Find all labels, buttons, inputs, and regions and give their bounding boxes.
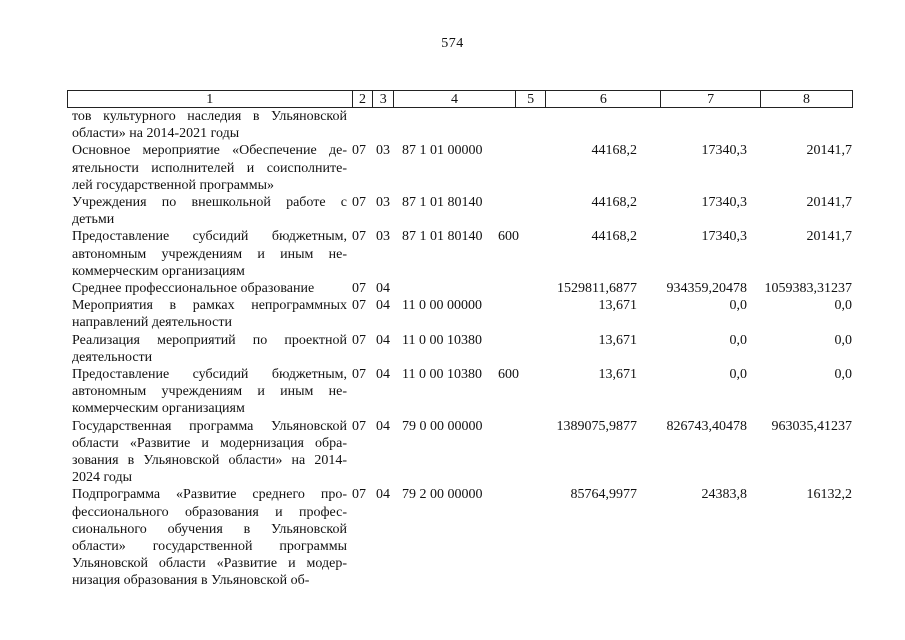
description-line: Предоставление субсидий бюджетным, <box>72 229 347 245</box>
amount-col-8: 963035,41237 <box>771 418 852 434</box>
amount-col-6: 13,671 <box>598 298 637 314</box>
amount-col-6: 44168,2 <box>591 229 637 245</box>
description-line: Среднее профессиональное образование <box>72 280 315 296</box>
description-line: коммерческим организациям <box>72 401 245 417</box>
amount-col-7: 826743,40478 <box>666 418 747 434</box>
amount-col-7: 0,0 <box>729 366 747 382</box>
description-line: ятельности исполнителей и соисполните- <box>72 160 347 176</box>
target-article: 79 0 00 00000 <box>402 418 483 434</box>
row-description <box>72 194 347 228</box>
table-row <box>0 486 905 589</box>
amount-col-8: 0,0 <box>834 298 852 314</box>
description-line: лей государственной программы» <box>72 177 275 193</box>
target-article: 87 1 01 00000 <box>402 143 483 159</box>
row-description <box>72 418 347 487</box>
description-line: фессионального образования и профес- <box>72 504 347 520</box>
description-line: зования в Ульяновской области» на 2014- <box>72 452 347 468</box>
amount-col-7: 17340,3 <box>701 143 747 159</box>
section-code: 07 <box>352 229 366 245</box>
target-article: 79 2 00 00000 <box>402 487 483 503</box>
header-col-2: 2 <box>352 91 373 108</box>
subsection-code: 04 <box>376 280 390 296</box>
header-col-6: 6 <box>546 91 661 108</box>
description-line: области» государственной программы <box>72 538 347 554</box>
amount-col-6: 13,671 <box>598 332 637 348</box>
description-line: тов культурного наследия в Ульяновской <box>72 109 347 124</box>
description-line: Предоставление субсидий бюджетным, <box>72 366 347 382</box>
row-description <box>72 297 347 331</box>
description-line: автономным учреждениям и иным не- <box>72 246 347 262</box>
table-row <box>0 142 905 194</box>
amount-col-7: 0,0 <box>729 332 747 348</box>
page-number: 574 <box>441 36 464 51</box>
amount-col-6: 1389075,9877 <box>556 418 637 434</box>
table-row <box>0 108 905 142</box>
amount-col-6: 85764,9977 <box>570 487 637 503</box>
header-col-1: 1 <box>68 91 353 108</box>
description-line: автономным учреждениям и иным не- <box>72 384 347 400</box>
row-description <box>72 486 347 589</box>
amount-col-8: 1059383,31237 <box>764 280 852 296</box>
expense-type: 600 <box>498 229 519 245</box>
description-line: области» на 2014-2021 годы <box>72 126 240 142</box>
target-article: 11 0 00 10380 <box>402 366 482 382</box>
table-row <box>0 194 905 228</box>
amount-col-7: 17340,3 <box>701 194 747 210</box>
subsection-code: 04 <box>376 298 390 314</box>
table-row <box>0 332 905 366</box>
target-article: 11 0 00 10380 <box>402 332 482 348</box>
amount-col-7: 24383,8 <box>701 487 747 503</box>
description-line: 2024 годы <box>72 470 133 486</box>
description-line: Реализация мероприятий по проектной <box>72 332 347 348</box>
subsection-code: 03 <box>376 194 390 210</box>
row-description <box>72 142 347 194</box>
section-code: 07 <box>352 194 366 210</box>
description-line: области «Развитие и модернизация обра- <box>72 435 347 451</box>
description-line: коммерческим организациям <box>72 263 245 279</box>
row-description <box>72 280 347 297</box>
description-line: низация образования в Ульяновской об- <box>72 573 310 589</box>
subsection-code: 04 <box>376 418 390 434</box>
description-line: Государственная программа Ульяновской <box>72 418 347 434</box>
description-line: направлений деятельности <box>72 315 232 331</box>
description-line: деятельности <box>72 349 153 365</box>
amount-col-8: 20141,7 <box>806 143 852 159</box>
header-col-3: 3 <box>373 91 394 108</box>
subsection-code: 04 <box>376 332 390 348</box>
amount-col-6: 44168,2 <box>591 143 637 159</box>
amount-col-7: 0,0 <box>729 298 747 314</box>
section-code: 07 <box>352 366 366 382</box>
section-code: 07 <box>352 280 366 296</box>
table-row <box>0 418 905 487</box>
subsection-code: 04 <box>376 366 390 382</box>
section-code: 07 <box>352 298 366 314</box>
header-col-8: 8 <box>760 91 852 108</box>
row-description <box>72 366 347 418</box>
description-line: Учреждения по внешкольной работе с <box>72 194 347 210</box>
subsection-code: 03 <box>376 143 390 159</box>
section-code: 07 <box>352 143 366 159</box>
table-row <box>0 297 905 331</box>
subsection-code: 04 <box>376 487 390 503</box>
header-col-7: 7 <box>661 91 761 108</box>
expense-type: 600 <box>498 366 519 382</box>
amount-col-6: 1529811,6877 <box>557 280 637 296</box>
target-article: 87 1 01 80140 <box>402 229 483 245</box>
row-description <box>72 332 347 366</box>
amount-col-6: 44168,2 <box>591 194 637 210</box>
description-line: Подпрограмма «Развитие среднего про- <box>72 487 347 503</box>
row-description <box>72 108 347 142</box>
amount-col-8: 20141,7 <box>806 194 852 210</box>
description-line: детьми <box>72 212 115 228</box>
row-description <box>72 228 347 280</box>
section-code: 07 <box>352 487 366 503</box>
description-line: сионального обучения в Ульяновской <box>72 521 347 537</box>
description-line: Мероприятия в рамках непрограммных <box>72 298 347 314</box>
subsection-code: 03 <box>376 229 390 245</box>
amount-col-7: 934359,20478 <box>666 280 747 296</box>
table-row <box>0 280 905 297</box>
target-article: 11 0 00 00000 <box>402 298 482 314</box>
amount-col-8: 20141,7 <box>806 229 852 245</box>
table-row <box>0 228 905 280</box>
table-row <box>0 366 905 418</box>
table-body <box>0 108 905 590</box>
header-col-5: 5 <box>515 91 546 108</box>
amount-col-8: 0,0 <box>834 366 852 382</box>
section-code: 07 <box>352 418 366 434</box>
amount-col-7: 17340,3 <box>701 229 747 245</box>
table-header <box>67 90 853 108</box>
target-article: 87 1 01 80140 <box>402 194 483 210</box>
description-line: Основное мероприятие «Обеспечение де- <box>72 143 347 159</box>
amount-col-6: 13,671 <box>598 366 637 382</box>
amount-col-8: 0,0 <box>834 332 852 348</box>
header-col-4: 4 <box>394 91 516 108</box>
amount-col-8: 16132,2 <box>806 487 852 503</box>
description-line: Ульяновской области «Развитие и модер- <box>72 556 347 572</box>
section-code: 07 <box>352 332 366 348</box>
